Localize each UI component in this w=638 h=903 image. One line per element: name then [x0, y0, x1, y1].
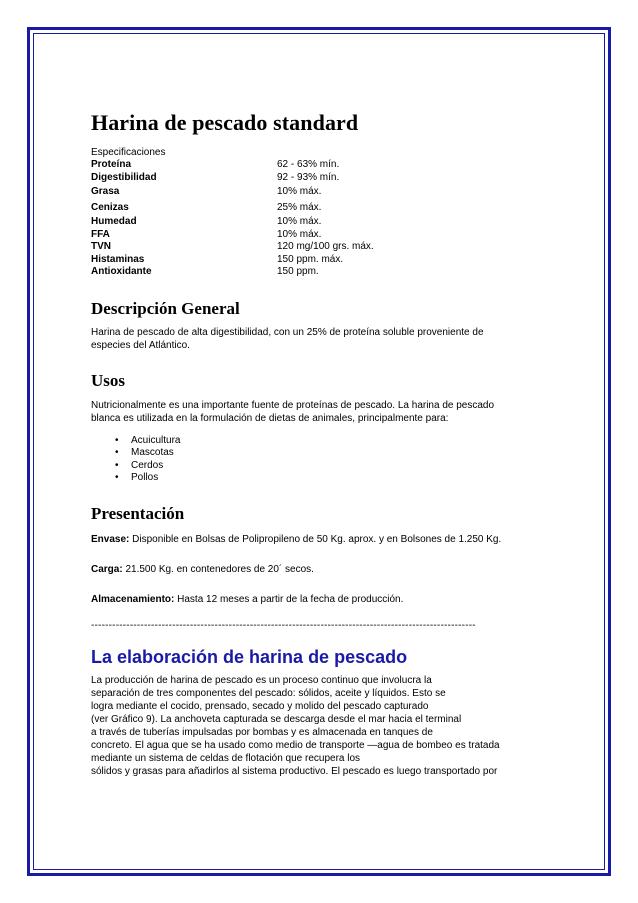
paragraph-line: sólidos y grasas para añadirlos al sistema productivo. El pescado es luego transportado por	[91, 765, 498, 777]
list-item-label: Mascotas	[131, 447, 174, 458]
almacenamiento-label: Almacenamiento:	[91, 593, 175, 605]
bullet-icon: •	[115, 459, 119, 471]
list-item	[115, 460, 561, 473]
carga-line	[91, 563, 561, 576]
almacenamiento-line	[91, 593, 561, 606]
spec-value: 150 ppm.	[277, 266, 319, 277]
almacenamiento-text: Hasta 12 meses a partir de la fecha de producción.	[174, 593, 404, 605]
paragraph-line: blanca es utilizada en la formulación de dietas de animales, principalmente para:	[91, 412, 449, 424]
list-item-label: Acuicultura	[131, 434, 181, 446]
spec-row	[91, 172, 374, 185]
document-body	[91, 108, 561, 778]
paragraph-line: especies del Atlántico.	[91, 339, 190, 351]
elaboracion-paragraph	[91, 674, 561, 778]
carga-label: Carga:	[91, 563, 123, 575]
spec-label: Grasa	[91, 186, 120, 197]
spec-row	[91, 184, 374, 200]
usos-heading: Usos	[91, 370, 126, 390]
usos-list	[91, 435, 561, 485]
spec-value: 10% máx.	[277, 228, 322, 240]
list-item-label: Cerdos	[131, 459, 164, 471]
spec-value: 92 - 93% mín.	[277, 171, 340, 183]
paragraph-line: a través de tuberías impulsadas por bombas y es almacenada en tanques de	[91, 726, 433, 738]
spec-value: 10% máx.	[277, 216, 322, 227]
paragraph-line: separación de tres componentes del pescado: sólidos, aceite y líquidos. Esto se	[91, 687, 446, 699]
spec-row	[91, 266, 374, 279]
spec-value: 120 mg/100 grs. máx.	[277, 241, 374, 252]
spec-label: Digestibilidad	[91, 171, 157, 183]
specs-caption: Especificaciones	[91, 147, 166, 158]
spec-row	[91, 229, 374, 242]
spec-row	[91, 241, 374, 254]
spec-value: 10% máx.	[277, 186, 322, 197]
bullet-icon: •	[115, 434, 119, 446]
carga-text: 21.500 Kg. en contenedores de 20´ secos.	[122, 563, 314, 575]
usos-paragraph	[91, 399, 561, 425]
spec-row	[91, 216, 374, 229]
page-title: Harina de pescado standard	[91, 110, 359, 135]
envase-line	[91, 533, 561, 546]
elaboracion-heading: La elaboración de harina de pescado	[91, 646, 408, 667]
spec-value: 25% máx.	[277, 202, 322, 213]
spec-value: 150 ppm. máx.	[277, 253, 344, 265]
paragraph-line: concreto. El agua que se ha usado como medio de transporte —agua de bombeo es tratada	[91, 739, 500, 751]
spec-label: Antioxidante	[91, 266, 152, 277]
spec-label: Proteína	[91, 159, 132, 170]
paragraph-line: Harina de pescado de alta digestibilidad, con un 25% de proteína soluble proveniente de	[91, 326, 484, 338]
list-item-label: Pollos	[131, 472, 159, 483]
list-item	[115, 472, 561, 485]
descripcion-heading: Descripción General	[91, 298, 240, 318]
separator-line: -------------------------------------------------------------------------------------------------------------	[91, 619, 476, 631]
spec-label: TVN	[91, 241, 111, 252]
presentacion-section	[91, 533, 561, 606]
list-item	[115, 447, 561, 460]
paragraph-line: (ver Gráfico 9). La anchoveta capturada se descarga desde el mar hacia el terminal	[91, 713, 462, 725]
spec-label: Cenizas	[91, 202, 129, 213]
envase-label: Envase:	[91, 533, 130, 545]
paragraph-line: mediante un sistema de celdas de flotación que recupera los	[91, 752, 361, 764]
list-item	[115, 435, 561, 448]
spec-label: Humedad	[91, 216, 137, 227]
spec-row	[91, 159, 374, 172]
envase-text: Disponible en Bolsas de Polipropileno de 50 Kg. aprox. y en Bolsones de 1.250 Kg.	[129, 533, 502, 545]
descripcion-paragraph	[91, 326, 561, 352]
spec-label: Histaminas	[91, 253, 145, 265]
bullet-icon: •	[115, 447, 119, 458]
spec-label: FFA	[91, 228, 110, 240]
presentacion-heading: Presentación	[91, 503, 185, 523]
spec-value: 62 - 63% mín.	[277, 159, 340, 170]
paragraph-line: La producción de harina de pescado es un proceso continuo que involucra la	[91, 674, 432, 686]
specs-table	[91, 159, 374, 279]
paragraph-line: Nutricionalmente es una importante fuente de proteínas de pescado. La harina de pescado	[91, 399, 495, 411]
bullet-icon: •	[115, 472, 119, 483]
spec-row	[91, 254, 374, 267]
spec-row	[91, 200, 374, 216]
paragraph-line: logra mediante el cocido, prensado, secado y molido del pescado capturado	[91, 700, 429, 712]
